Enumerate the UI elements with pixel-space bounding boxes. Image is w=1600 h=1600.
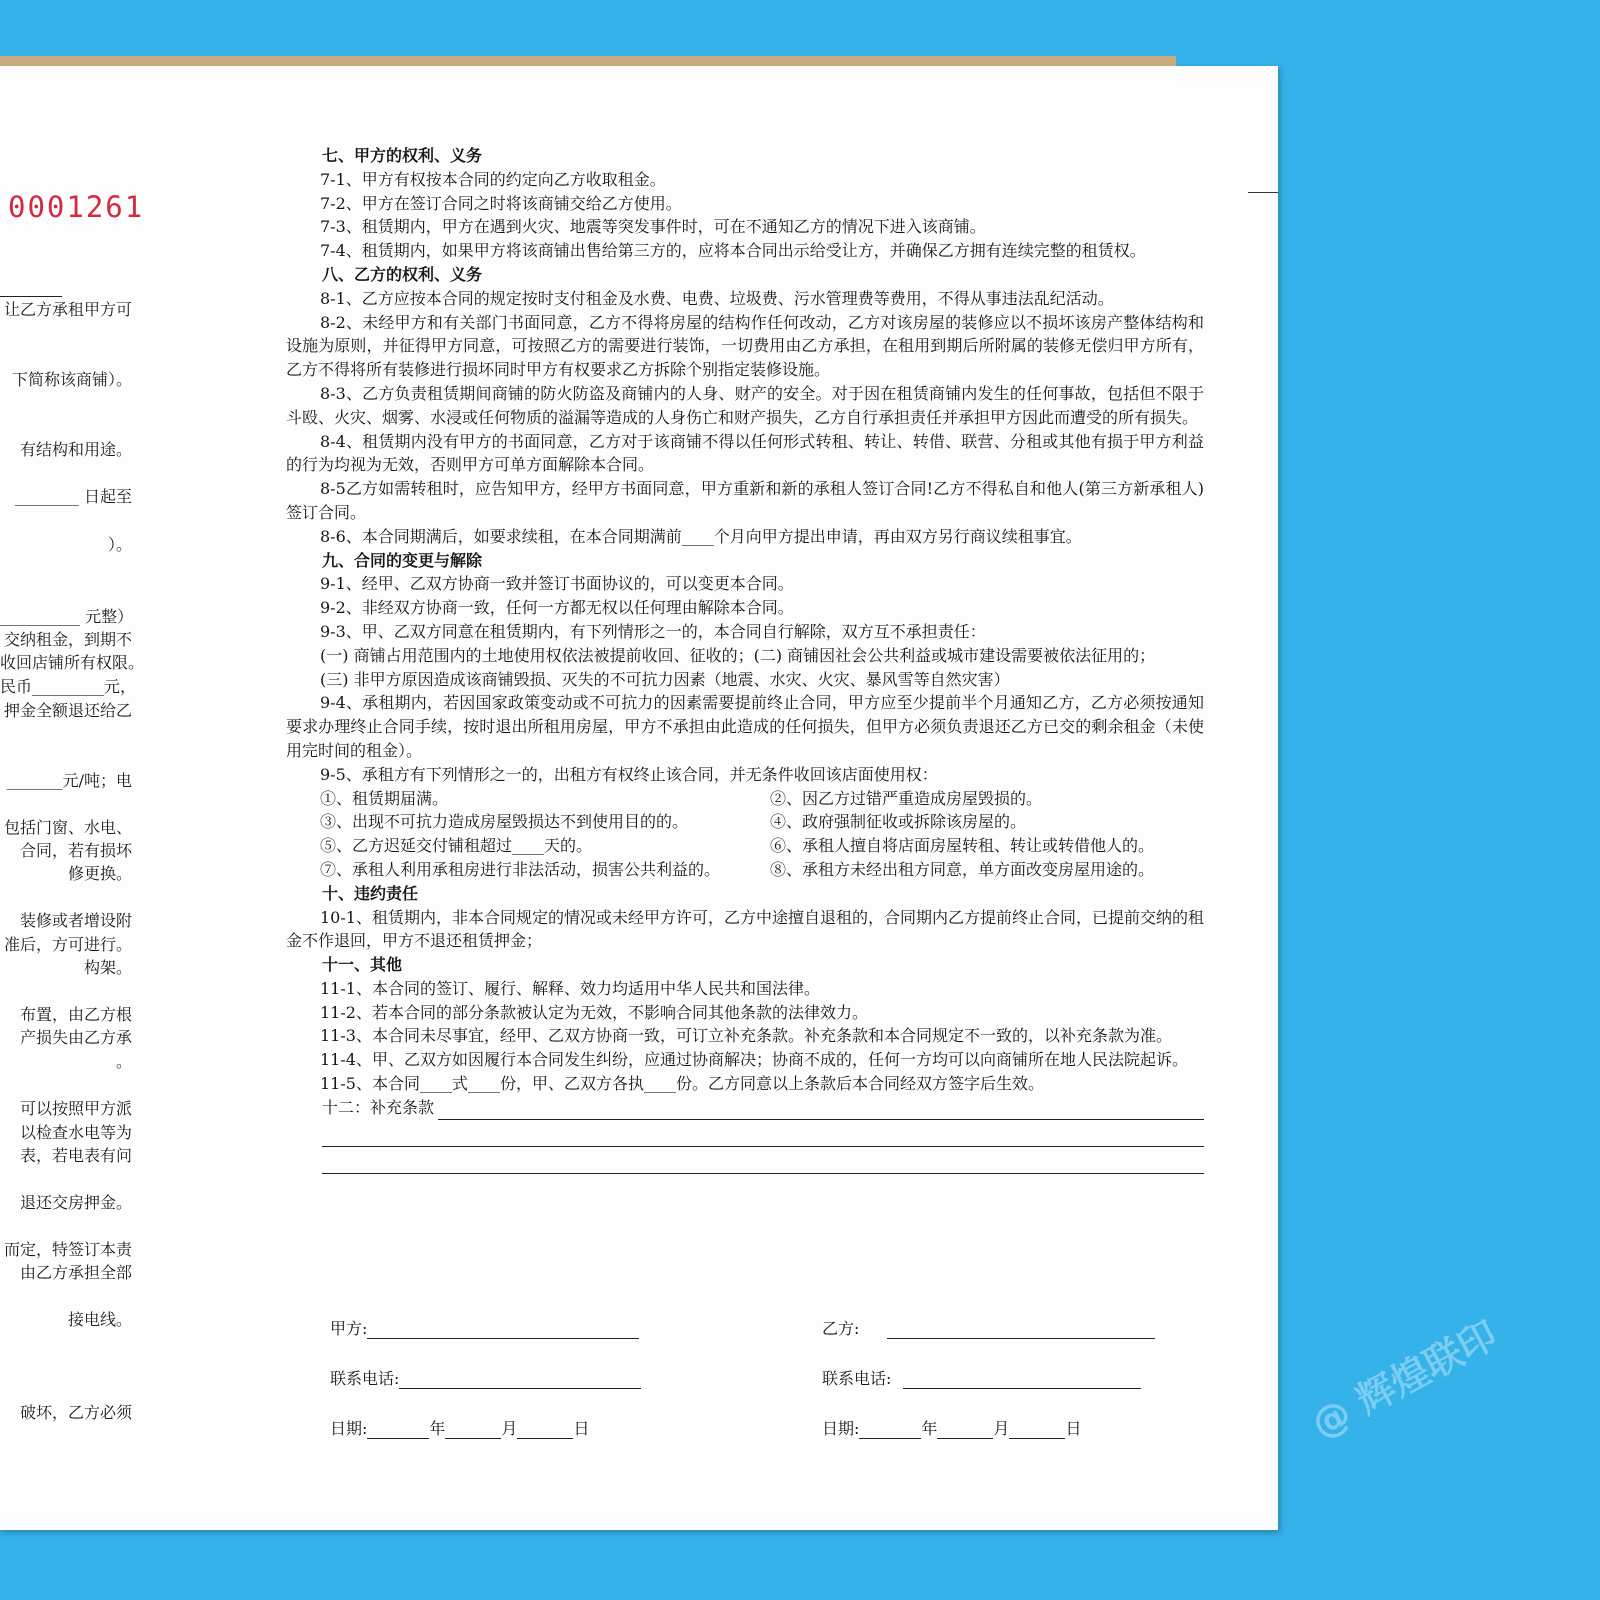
year-label: 年	[921, 1419, 938, 1438]
party-a-date	[330, 1416, 589, 1439]
clause-9-3-items-b: (三) 非甲方原因造成该商铺毁损、灭失的不可抗力因素（地震、水灾、火灾、暴风雪等自然灾害）	[320, 669, 1010, 689]
edge-mark	[1248, 192, 1278, 193]
supplementary-terms-label: 十二：补充条款	[322, 1097, 435, 1117]
clause-9-5-item: ⑦、承租人利用承租房进行非法活动，损害公共利益的。	[320, 859, 721, 879]
clause-8-5: 8-5乙方如需转租时，应告知甲方，经甲方书面同意，甲方重新和新的承租人签订合同!乙方不得私自和他人(第三方新承租人)签订合同。	[286, 479, 1204, 522]
party-b-phone-field[interactable]	[903, 1370, 1141, 1389]
clause-11-2: 11-2、若本合同的部分条款被认定为无效，不影响合同其他条款的法律效力。	[320, 1002, 868, 1022]
clause-11-1: 11-1、本合同的签订、履行、解释、效力均适用中华人民共和国法律。	[320, 978, 820, 998]
left-fragment-line: 民币_________元，	[0, 677, 137, 696]
month-label: 月	[993, 1419, 1010, 1438]
section-7-title: 七、甲方的权利、义务	[322, 146, 483, 165]
section-10-title: 十、违约责任	[322, 883, 419, 903]
clause-9-3: 9-3、甲、乙双方同意在租赁期内，有下列情形之一的，本合同自行解除，双方互不承担责任：	[320, 621, 986, 641]
party-b-label: 乙方:	[822, 1319, 860, 1338]
section-8-title: 八、乙方的权利、义务	[322, 264, 483, 284]
party-b-field[interactable]	[887, 1320, 1155, 1339]
clause-9-5-row	[286, 810, 1204, 834]
year-field[interactable]	[859, 1420, 921, 1439]
contract-page	[0, 66, 1278, 1530]
contract-body	[286, 144, 1204, 1174]
left-fragment-line: 由乙方承担全部	[19, 1263, 132, 1282]
clause-9-5-row	[286, 858, 1204, 882]
party-a-signature	[330, 1316, 639, 1339]
date-label: 日期:	[330, 1419, 368, 1438]
left-fragment-line: 准后，方可进行。	[3, 935, 132, 954]
left-fragment-rule	[0, 296, 62, 297]
clause-9-5-item: ②、因乙方过错严重造成房屋毁损的。	[770, 788, 1043, 808]
clause-9-5-item: ⑧、承租方未经出租方同意，单方面改变房屋用途的。	[770, 859, 1155, 879]
left-fragment-line: 下简称该商铺）。	[11, 370, 132, 389]
supplementary-terms-field[interactable]	[438, 1101, 1204, 1120]
left-fragment-line: 。	[115, 1052, 132, 1071]
left-fragment-line: 可以按照甲方派	[19, 1099, 132, 1118]
clause-9-5: 9-5、承租方有下列情形之一的，出租方有权终止该合同，并无条件收回该店面使用权：	[320, 764, 938, 784]
clause-8-2: 8-2、未经甲方和有关部门书面同意，乙方不得将房屋的结构作任何改动，乙方对该房屋的装修应以不损坏该房产整体结构和设施为原则，并征得甲方同意，可按照乙方的需要进行装饰，一切费用由乙方承担，在租用到期后所附属的装修无偿归甲方所有，乙方不得将所有装修进行损坏同时甲方有权要求乙方拆除个别指定装修设施。	[286, 312, 1204, 380]
party-a-label: 甲方:	[330, 1319, 368, 1338]
left-fragment-line: 合同，若有损坏	[19, 841, 132, 860]
party-a-field[interactable]	[367, 1320, 639, 1339]
left-fragment-line: 有结构和用途。	[19, 440, 132, 459]
party-b-signature	[822, 1316, 1155, 1339]
year-label: 年	[429, 1419, 446, 1438]
left-fragment-line: 而定，特签订本责	[3, 1240, 132, 1259]
clause-8-4: 8-4、租赁期内没有甲方的书面同意，乙方对于该商铺不得以任何形式转租、转让、转借、联营、分租或其他有损于甲方利益的行为均视为无效，否则甲方可单方面解除本合同。	[286, 431, 1204, 475]
left-fragment-line: 破坏，乙方必须	[19, 1403, 132, 1422]
clause-9-2: 9-2、非经双方协商一致，任何一方都无权以任何理由解除本合同。	[320, 598, 794, 618]
day-field[interactable]	[517, 1420, 573, 1439]
clause-11-4: 11-4、甲、乙双方如因履行本合同发生纠纷，应通过协商解决；协商不成的，任何一方均可以向商铺所在地人民法院起诉。	[320, 1050, 1188, 1070]
party-b-date	[822, 1416, 1081, 1439]
left-fragment-line: 收回店铺所有权限。	[0, 653, 145, 672]
left-fragment-line: _______元/吨；电	[6, 771, 132, 790]
day-label: 日	[1065, 1419, 1082, 1438]
clause-10-1: 10-1、租赁期内，非本合同规定的情况或未经甲方许可，乙方中途擅自退租的，合同期内乙方提前终止合同，已提前交纳的租金不作退回，甲方不退还租赁押金；	[286, 907, 1204, 951]
left-fragment-line: 以检查水电等为	[19, 1123, 132, 1142]
section-9-title: 九、合同的变更与解除	[322, 550, 483, 570]
clause-9-3-items-a: (一) 商铺占用范围内的土地使用权依法被提前收回、征收的；(二) 商铺因社会公共利益或城市建设需要被依法征用的；	[320, 645, 1156, 665]
month-label: 月	[501, 1419, 518, 1438]
clause-11-3: 11-3、本合同未尽事宜，经甲、乙双方协商一致，可订立补充条款。补充条款和本合同规定不一致的，以补充条款为准。	[320, 1026, 1172, 1046]
date-label: 日期:	[822, 1419, 860, 1438]
day-field[interactable]	[1009, 1420, 1065, 1439]
clause-9-5-row	[286, 834, 1204, 858]
left-fragment-line: 装修或者增设附	[19, 911, 132, 930]
party-b-phone	[822, 1366, 1141, 1389]
serial-number: 0001261	[8, 190, 145, 224]
day-label: 日	[573, 1419, 590, 1438]
supplementary-terms-field[interactable]	[322, 1120, 1204, 1147]
clause-7-1: 7-1、甲方有权按本合同的约定向乙方收取租金。	[320, 169, 666, 189]
left-fragment-line: 构架。	[83, 958, 132, 977]
left-fragment-line: 修更换。	[67, 864, 132, 883]
left-fragment-line: 表，若电表有问	[19, 1146, 132, 1165]
clause-8-6: 8-6、本合同期满后，如要求续租，在本合同期满前____个月向甲方提出申请，再由双方另行商议续租事宜。	[320, 526, 1082, 546]
supplementary-terms-row	[286, 1096, 1204, 1120]
left-fragment-line: 退还交房押金。	[19, 1193, 132, 1212]
left-fragment-line: ）。	[107, 535, 132, 554]
clause-11-5: 11-5、本合同____式____份，甲、乙双方各执____份。乙方同意以上条款后本合同经双方签字后生效。	[320, 1074, 1044, 1094]
left-fragment-line: ________ 日起至	[14, 487, 132, 506]
party-a-phone-field[interactable]	[399, 1370, 641, 1389]
left-fragment-line: 产损失由乙方承	[19, 1028, 132, 1047]
left-fragment-line: __________ 元整）	[0, 607, 134, 626]
clause-9-1: 9-1、经甲、乙双方协商一致并签订书面协议的，可以变更本合同。	[320, 574, 794, 594]
left-fragment-line: 接电线。	[67, 1310, 132, 1329]
month-field[interactable]	[445, 1420, 501, 1439]
party-a-phone	[330, 1366, 641, 1389]
left-fragment-line: 让乙方承租甲方可	[3, 300, 132, 319]
section-11-title: 十一、其他	[322, 955, 403, 975]
left-fragment-line: 包括门窗、水电、	[3, 818, 132, 837]
clause-9-5-item: ④、政府强制征收或拆除该房屋的。	[770, 812, 1027, 832]
clause-8-1: 8-1、乙方应按本合同的规定按时支付租金及水费、电费、垃圾费、污水管理费等费用，不得从事违法乱纪活动。	[320, 288, 1114, 308]
clause-9-5-item: ③、出现不可抗力造成房屋毁损达不到使用目的的。	[320, 812, 689, 832]
clause-7-2: 7-2、甲方在签订合同之时将该商铺交给乙方使用。	[320, 193, 682, 213]
clause-9-4: 9-4、承租期内，若因国家政策变动或不可抗力的因素需要提前终止合同，甲方应至少提前半个月通知乙方，乙方必须按通知要求办理终止合同手续，按时退出所租用房屋，甲方不承担由此造成的任何损失，但甲方必须负责退还乙方已交的剩余租金（未使用完时间的租金）。	[286, 693, 1204, 760]
left-fragment-line: 交纳租金，到期不	[3, 630, 132, 649]
watermark-logo: @ 辉煌联印	[1304, 1312, 1505, 1447]
clause-9-5-item: ⑤、乙方迟延交付铺租超过____天的。	[320, 836, 593, 856]
clause-8-3: 8-3、乙方负责租赁期间商铺的防火防盗及商铺内的人身、财产的安全。对于因在租赁商铺内发生的任何事故，包括但不限于斗殴、火灾、烟雾、水浸或任何物质的溢漏等造成的人身伤亡和财产损失，乙方自行承担责任并承担甲方因此而遭受的所有损失。	[286, 383, 1204, 427]
left-fragment-line: 押金全额退还给乙	[3, 701, 132, 720]
clause-9-5-item: ⑥、承租人擅自将店面房屋转租、转让或转借他人的。	[770, 836, 1155, 856]
phone-label: 联系电话:	[330, 1369, 400, 1388]
phone-label: 联系电话:	[822, 1369, 892, 1388]
clause-7-3: 7-3、租赁期内，甲方在遇到火灾、地震等突发事件时，可在不通知乙方的情况下进入该商铺。	[320, 217, 986, 237]
month-field[interactable]	[937, 1420, 993, 1439]
left-fragment-line: 布置，由乙方根	[19, 1005, 132, 1024]
clause-9-5-item: ①、租赁期届满。	[320, 788, 449, 808]
clause-7-4: 7-4、租赁期内，如果甲方将该商铺出售给第三方的，应将本合同出示给受让方，并确保乙方拥有连续完整的租赁权。	[320, 241, 1146, 261]
supplementary-terms-field[interactable]	[322, 1147, 1204, 1174]
year-field[interactable]	[367, 1420, 429, 1439]
clause-9-5-row	[286, 787, 1204, 811]
